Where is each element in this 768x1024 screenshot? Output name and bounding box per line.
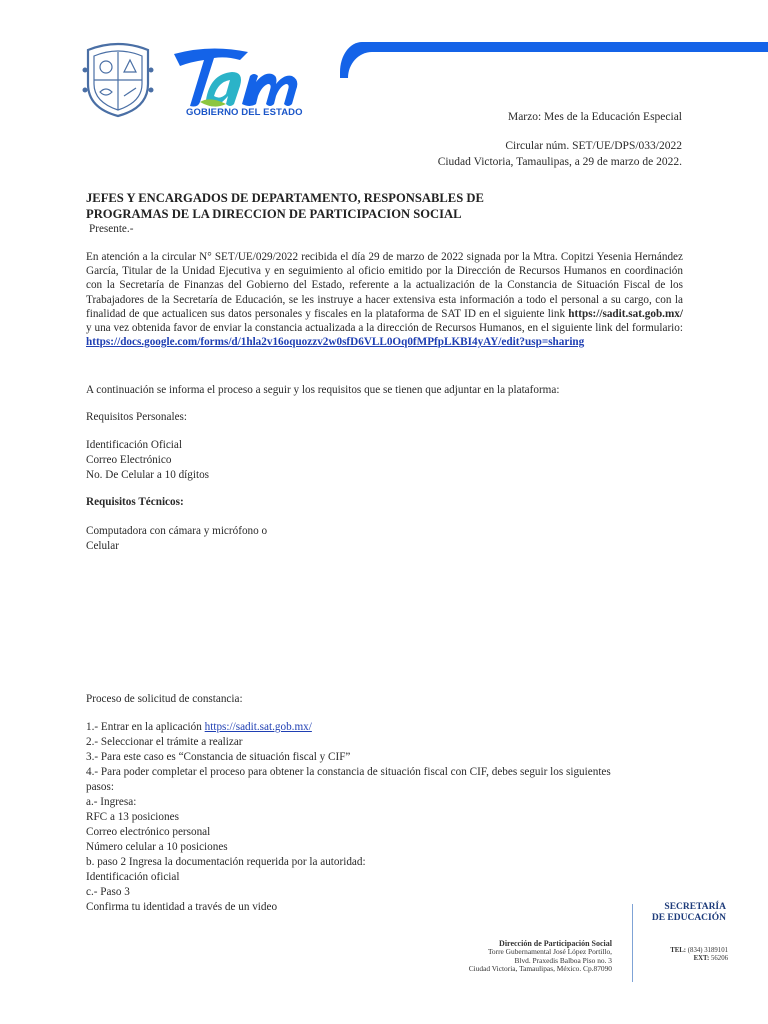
secretaria-line-1: SECRETARÍA — [664, 902, 726, 912]
step-2: 2.- Seleccionar el trámite a realizar — [86, 736, 243, 748]
process-title: Proceso de solicitud de constancia: — [86, 693, 243, 705]
tech-item: Computadora con cámara y micrófono o — [86, 525, 268, 537]
sub-step-a: a.- Ingresa: — [86, 796, 137, 808]
tech-requirements-title: Requisitos Técnicos: — [86, 496, 184, 508]
tel-label: TEL: — [670, 947, 687, 954]
tel-value: (834) 3189101 — [687, 947, 728, 954]
sub-step-b-item: Identificación oficial — [86, 871, 180, 883]
footer-address — [469, 940, 612, 973]
addressee-line-1: JEFES Y ENCARGADOS DE DEPARTAMENTO, RESPONSABLES DE — [86, 191, 484, 205]
personal-item: Identificación Oficial — [86, 439, 182, 451]
place-date: Ciudad Victoria, Tamaulipas, a 29 de marzo de 2022. — [437, 156, 682, 168]
ext-value: 56206 — [711, 954, 728, 962]
sub-step-c: c.- Paso 3 — [86, 886, 130, 898]
footer-addr-line: Ciudad Victoria, Tamaulipas, México. Cp.87090 — [468, 963, 612, 973]
addressee-line-2: PROGRAMAS DE LA DIRECCION DE PARTICIPACION SOCIAL — [86, 207, 462, 221]
footer-contact — [640, 947, 728, 963]
footer-addr-line: Torre Gubernamental José López Portillo, — [487, 947, 612, 957]
circular-number: Circular núm. SET/UE/DPS/033/2022 — [505, 140, 682, 152]
personal-item: Correo Electrónico — [86, 454, 172, 466]
sub-step-a-item: RFC a 13 posiciones — [86, 811, 179, 823]
state-seal-logo — [82, 40, 154, 118]
sub-step-a-item: Número celular a 10 posiciones — [86, 841, 228, 853]
sub-step-a-item: Correo electrónico personal — [86, 826, 211, 838]
step-4-line-1: 4.- Para poder completar el proceso para obtener la constancia de situación fiscal con CIF, debes seguir los siguientes — [86, 766, 611, 778]
month-motto: Marzo: Mes de la Educación Especial — [507, 111, 682, 123]
footer-addr-line: Blvd. Praxedis Balboa Piso no. 3 — [514, 955, 612, 965]
step-1-text: 1.- Entrar en la aplicación — [86, 721, 205, 733]
personal-item: No. De Celular a 10 dígitos — [86, 469, 210, 481]
ext-label: EXT: — [693, 954, 710, 962]
intro-text-2: y una vez obtenida favor de enviar la constancia actualizada a la dirección de Recursos Humanos, en el siguiente link del formulario: — [86, 322, 683, 335]
tech-item: Celular — [86, 540, 119, 552]
sub-step-b: b. paso 2 Ingresa la documentación requerida por la autoridad: — [86, 856, 366, 868]
footer-divider — [632, 904, 633, 982]
sat-link-bold: https://sadit.sat.gob.mx/ — [568, 307, 683, 320]
sat-app-link[interactable]: https://sadit.sat.gob.mx/ — [204, 721, 312, 733]
footer-dept: Dirección de Participación Social — [499, 939, 612, 948]
intro-paragraph — [86, 250, 683, 349]
step-3: 3.- Para este caso es “Constancia de situación fiscal y CIF” — [86, 751, 351, 763]
secretaria-line-2: DE EDUCACIÓN — [651, 913, 726, 923]
secretaria-title — [638, 902, 726, 924]
google-form-link[interactable]: https://docs.google.com/forms/d/1hla2v16oquozzv2w0sfD6VLL0Oq0fMPfpLKBI4yAY/edit?usp=sharing — [86, 336, 585, 349]
presente: Presente.- — [89, 223, 134, 235]
personal-requirements-title: Requisitos Personales: — [86, 411, 187, 423]
header-blue-band — [340, 42, 768, 78]
intro-text-1: En atención a la circular N° SET/UE/029/2022 recibida el día 29 de marzo de 2022 signada por la Mtra. Copitzi Yesenia Hernández García, Titular de la Unidad Ejecutiva y en seguimiento al oficio emitido por la Dirección de Recursos Humanos en coordinación con la Secretaría de Finanzas del Gobierno del Estado, referente a la actualización de la Constancia de Situación Fiscal de los Trabajadores de la Secretaría de Educación, se les instruye a hacer extensiva esta información a todo el personal a su cargo, con la finalidad de que actualicen sus datos personales y fiscales en la plataforma de SAT ID en el siguiente link — [86, 251, 683, 320]
step-4-line-2: pasos: — [86, 781, 114, 793]
step-1 — [86, 720, 312, 734]
process-intro: A continuación se informa el proceso a seguir y los requisitos que se tienen que adjuntar en la plataforma: — [86, 384, 560, 396]
sub-step-c-item: Confirma tu identidad a través de un video — [86, 901, 278, 913]
gobierno-label: GOBIERNO DEL ESTADO — [186, 107, 303, 118]
